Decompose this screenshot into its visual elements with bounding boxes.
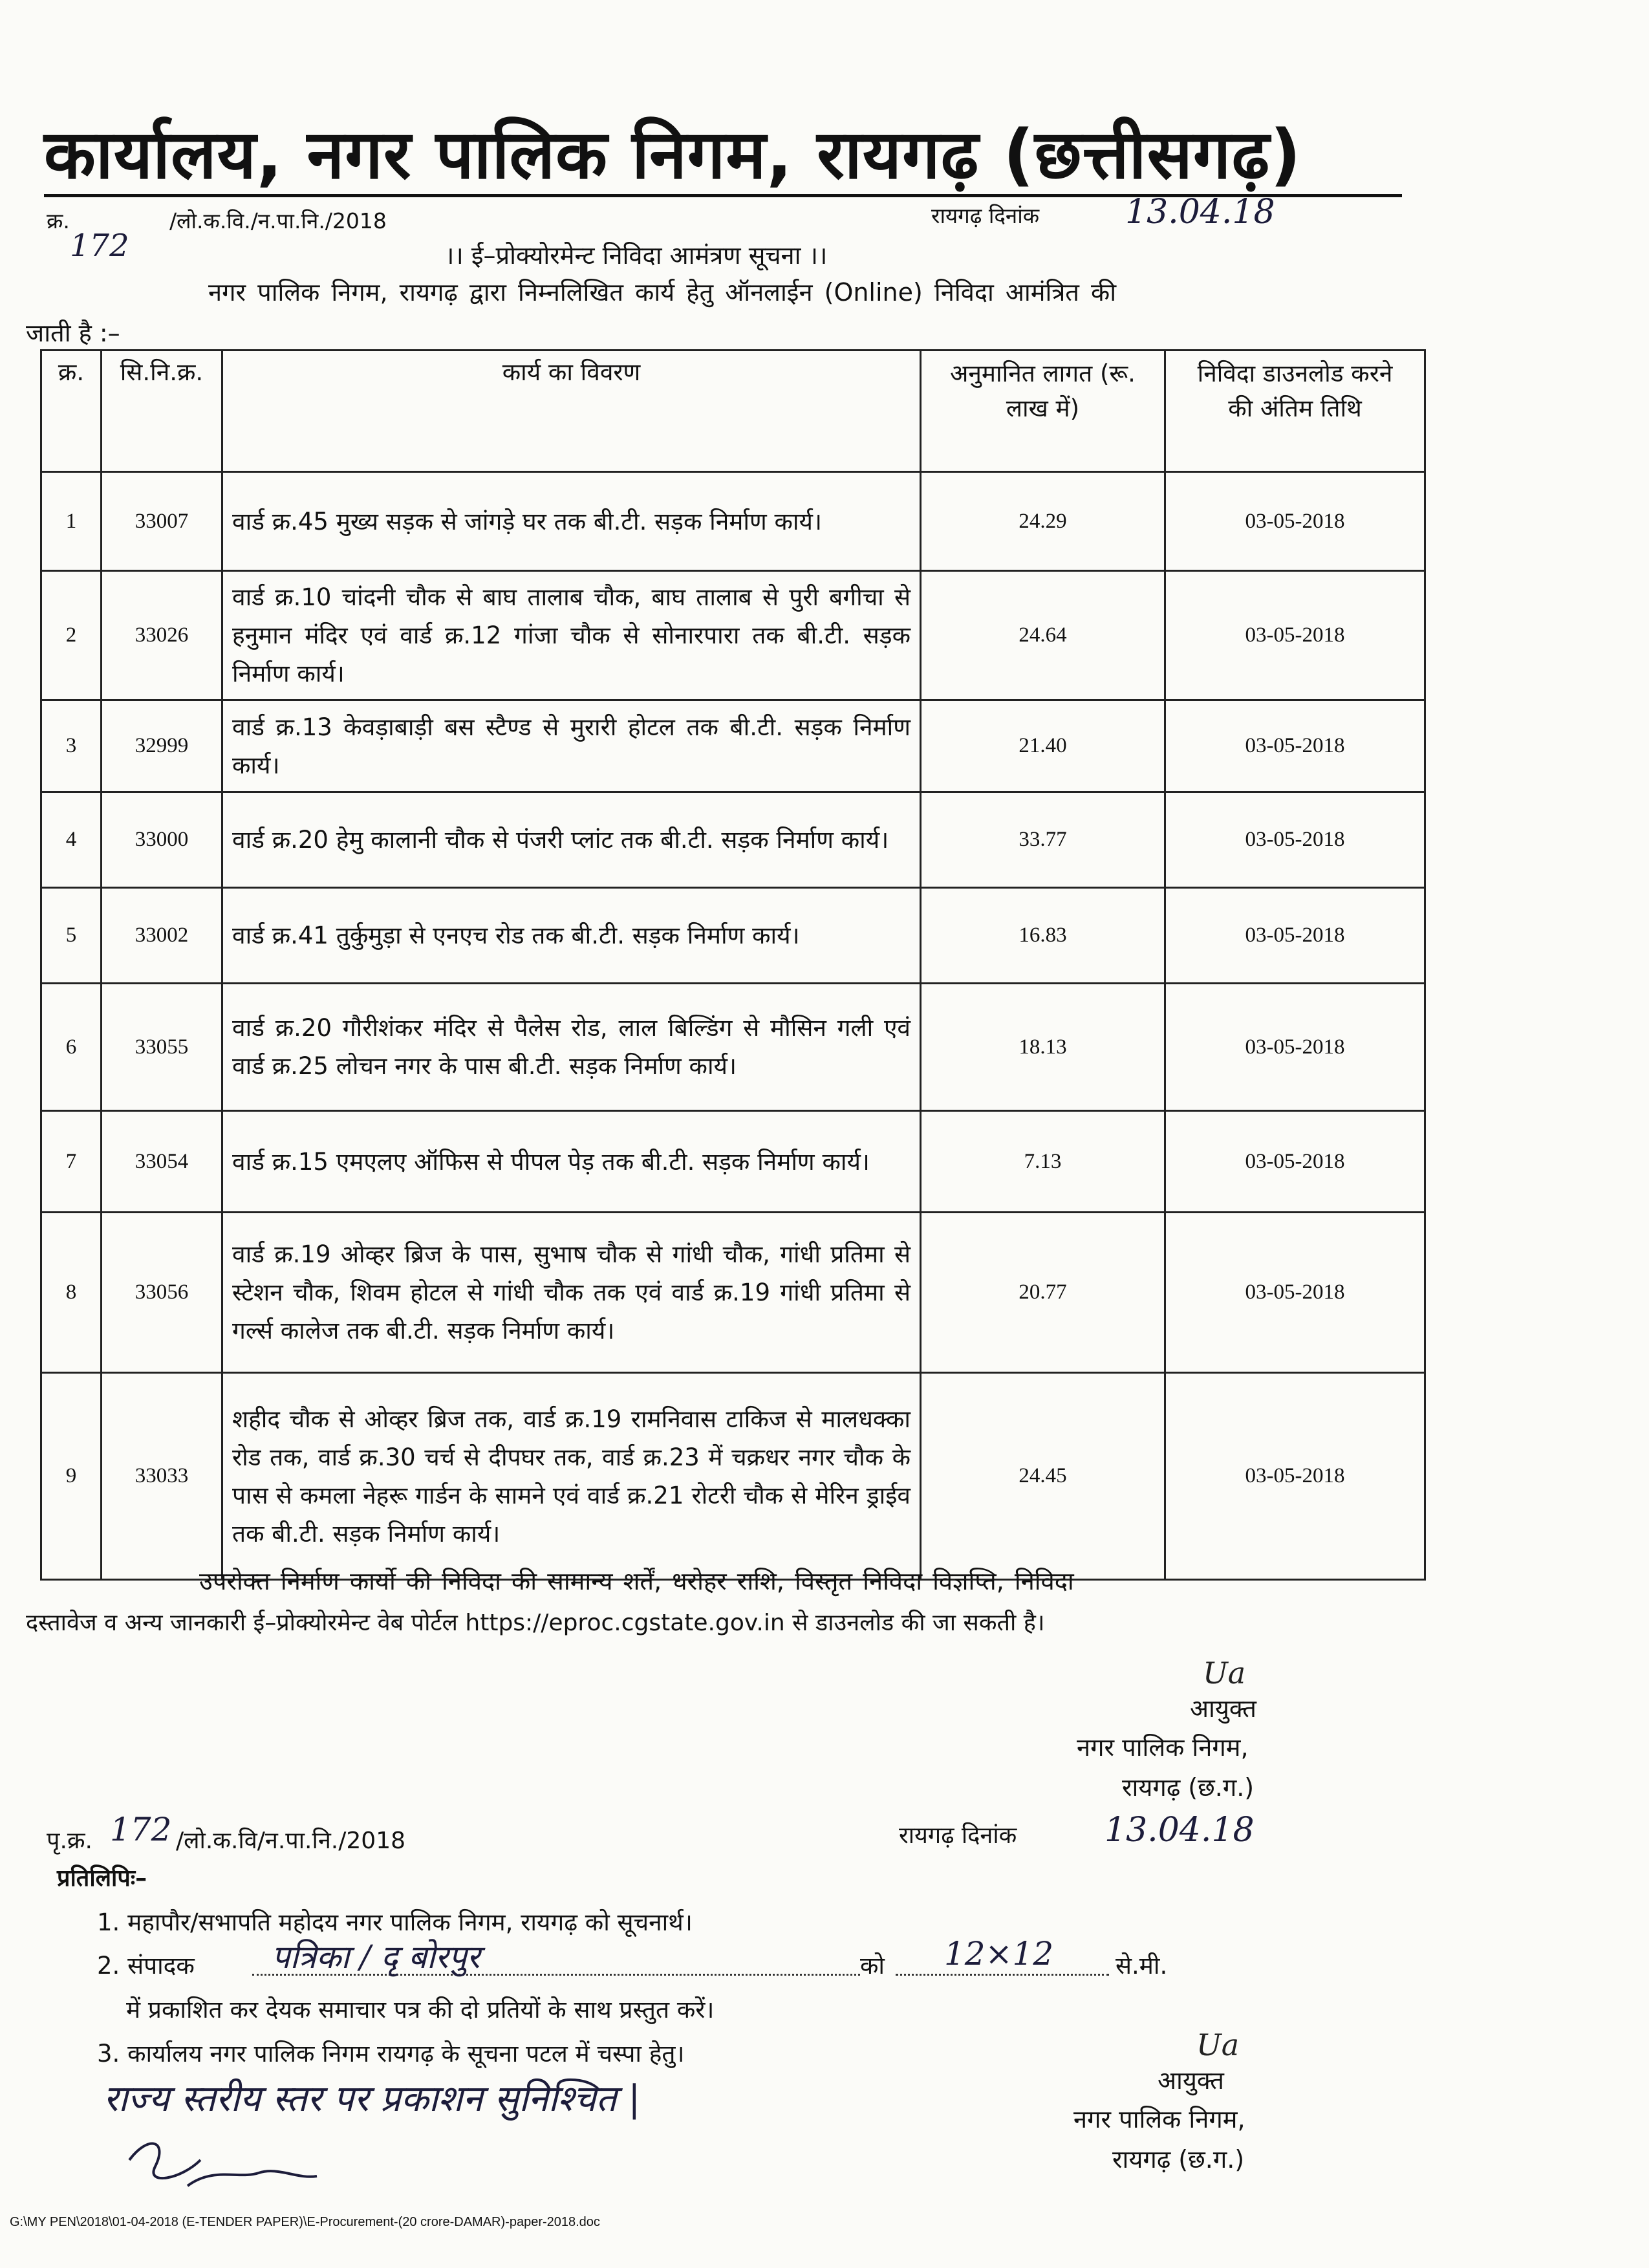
row-cost: 33.77 <box>921 792 1165 888</box>
row-sn: 3 <box>41 700 102 792</box>
signature-mark-2: Ua <box>1196 2027 1240 2062</box>
handwritten-initials <box>110 2121 330 2212</box>
signature-mark: Ua <box>1203 1656 1246 1690</box>
row-desc: शहीद चौक से ओव्हर ब्रिज तक, वार्ड क्र.19 रामनिवास टाकिज से मालधक्का रोड तक, वार्ड क्र.30 चर्च से दीपघर तक, वार्ड क्र.23 में चक्रधर नगर चौक के पास से कमला नेहरू गार्डन के सामने एवं वार्ड क्र.21 रोटरी चौक से मेरिन ड्राईव तक बी.टी. सड़क निर्माण कार्य। <box>222 1373 921 1580</box>
size-fill-line <box>896 1974 1109 1976</box>
handwritten-newspaper: पत्रिका / दृ बोरपुर <box>272 1938 480 1976</box>
ref-suffix: /लो.क.वि./न.पा.नि./2018 <box>169 208 387 233</box>
row-code: 33002 <box>102 888 222 984</box>
row-code: 33000 <box>102 792 222 888</box>
handwritten-instruction: राज्य स्तरीय स्तर पर प्रकाशन सुनिश्चित | <box>103 2078 641 2120</box>
header-date: निविदा डाउनलोड करने की अंतिम तिथि <box>1165 351 1425 472</box>
row-date: 03-05-2018 <box>1165 888 1425 984</box>
copy-item-2-to: को <box>860 1952 885 1980</box>
row-date: 03-05-2018 <box>1165 700 1425 792</box>
date-label: रायगढ़ दिनांक <box>931 203 1040 228</box>
row-code: 33033 <box>102 1373 222 1580</box>
endorsement-ref-suffix: /लो.क.वि/न.पा.नि./2018 <box>176 1828 405 1854</box>
row-cost: 18.13 <box>921 984 1165 1111</box>
row-desc: वार्ड क्र.13 केवड़ाबाड़ी बस स्टैण्ड से मुरारी होटल तक बी.टी. सड़क निर्माण कार्य। <box>222 700 921 792</box>
row-desc: वार्ड क्र.45 मुख्य सड़क से जांगड़े घर तक बी.टी. सड़क निर्माण कार्य। <box>222 472 921 571</box>
row-sn: 5 <box>41 888 102 984</box>
row-code: 33055 <box>102 984 222 1111</box>
copy-item-2-label: 2. संपादक <box>97 1952 195 1980</box>
row-cost: 20.77 <box>921 1213 1165 1373</box>
row-cost: 21.40 <box>921 700 1165 792</box>
signatory-org-2: नगर पालिक निगम, <box>1073 2105 1245 2133</box>
row-sn: 4 <box>41 792 102 888</box>
copy-item-2-unit: से.मी. <box>1116 1952 1168 1980</box>
row-date: 03-05-2018 <box>1165 571 1425 700</box>
row-date: 03-05-2018 <box>1165 984 1425 1111</box>
row-desc: वार्ड क्र.19 ओव्हर ब्रिज के पास, सुभाष चौक से गांधी चौक, गांधी प्रतिमा से स्टेशन चौक, शिवम होटल से गांधी चौक तक एवं वार्ड क्र.19 गांधी प्रतिमा से गर्ल्स कालेज तक बी.टी. सड़क निर्माण कार्य। <box>222 1213 921 1373</box>
endorsement-handwritten-date: 13.04.18 <box>1105 1811 1255 1850</box>
row-code: 33054 <box>102 1111 222 1213</box>
endorsement-ref-prefix: पृ.क्र. <box>47 1828 92 1854</box>
table-row <box>41 571 1425 700</box>
row-date: 03-05-2018 <box>1165 1213 1425 1373</box>
signatory-place: रायगढ़ (छ.ग.) <box>1122 1773 1255 1802</box>
table-row <box>41 1111 1425 1213</box>
row-sn: 9 <box>41 1373 102 1580</box>
row-cost: 24.29 <box>921 472 1165 571</box>
row-desc: वार्ड क्र.20 गौरीशंकर मंदिर से पैलेस रोड, लाल बिल्डिंग से मौसिन गली एवं वार्ड क्र.25 लोचन नगर के पास बी.टी. सड़क निर्माण कार्य। <box>222 984 921 1111</box>
ref-prefix: क्र. <box>47 208 70 233</box>
row-sn: 8 <box>41 1213 102 1373</box>
row-desc: वार्ड क्र.10 चांदनी चौक से बाघ तालाब चौक, बाघ तालाब से पुरी बगीचा से हनुमान मंदिर एवं वार्ड क्र.12 गांजा चौक से सोनारपारा तक बी.टी. सड़क निर्माण कार्य। <box>222 571 921 700</box>
row-sn: 6 <box>41 984 102 1111</box>
table-row <box>41 1373 1425 1580</box>
handwritten-ref-number: 172 <box>70 228 129 264</box>
tender-table <box>40 349 1426 1581</box>
row-code: 33007 <box>102 472 222 571</box>
file-path: G:\MY PEN\2018\01-04-2018 (E-TENDER PAPER)\E-Procurement-(20 crore-DAMAR)-paper-2018.doc <box>10 2215 600 2229</box>
row-date: 03-05-2018 <box>1165 1373 1425 1580</box>
copy-item-1: 1. महापौर/सभापति महोदय नगर पालिक निगम, रायगढ़ को सूचनार्थ। <box>97 1908 693 1936</box>
row-cost: 7.13 <box>921 1111 1165 1213</box>
table-row <box>41 700 1425 792</box>
row-date: 03-05-2018 <box>1165 472 1425 571</box>
table-row <box>41 472 1425 571</box>
notice-heading: ।। ई–प्रोक्योरमेन्ट निविदा आमंत्रण सूचना ।। <box>445 241 828 270</box>
header-cost: अनुमानित लागत (रू. लाख में) <box>921 351 1165 472</box>
notice-intro-cont: जाती है :– <box>26 319 120 347</box>
row-sn: 1 <box>41 472 102 571</box>
header-desc: कार्य का विवरण <box>222 351 921 472</box>
table-row <box>41 1213 1425 1373</box>
endorsement-date-label: रायगढ़ दिनांक <box>899 1822 1017 1849</box>
row-code: 32999 <box>102 700 222 792</box>
header-sn: क्र. <box>41 351 102 472</box>
row-cost: 24.64 <box>921 571 1165 700</box>
copy-heading: प्रतिलिपिः– <box>57 1865 147 1892</box>
signatory-org: नगर पालिक निगम, <box>1077 1733 1249 1762</box>
header-code: सि.नि.क्र. <box>102 351 222 472</box>
endorsement-ref-number: 172 <box>110 1811 172 1848</box>
row-code: 33026 <box>102 571 222 700</box>
row-cost: 16.83 <box>921 888 1165 984</box>
footer-note-line1: उपरोक्त निर्माण कार्यो की निविदा की सामान्य शर्तें, धरोहर राशि, विस्तृत निविदा विज्ञप्ति, निविदा <box>199 1567 1074 1595</box>
notice-intro: नगर पालिक निगम, रायगढ़ द्वारा निम्नलिखित कार्य हेतु ऑनलाईन (Online) निविदा आमंत्रित की <box>208 278 1117 307</box>
handwritten-size: 12×12 <box>944 1935 1054 1972</box>
row-sn: 2 <box>41 571 102 700</box>
office-title: कार्यालय, नगर पालिक निगम, रायगढ़ (छत्तीसगढ़) <box>44 115 1302 194</box>
copy-item-2-cont: में प्रकाशित कर देयक समाचार पत्र की दो प्रतियों के साथ प्रस्तुत करें। <box>126 1996 715 2024</box>
row-date: 03-05-2018 <box>1165 792 1425 888</box>
row-cost: 24.45 <box>921 1373 1165 1580</box>
row-desc: वार्ड क्र.41 तुर्कुमुड़ा से एनएच रोड तक बी.टी. सड़क निर्माण कार्य। <box>222 888 921 984</box>
copy-item-3: 3. कार्यालय नगर पालिक निगम रायगढ़ के सूचना पटल में चस्पा हेतु। <box>97 2040 685 2068</box>
row-sn: 7 <box>41 1111 102 1213</box>
footer-note-line2: दस्तावेज व अन्य जानकारी ई–प्रोक्योरमेन्ट वेब पोर्टल https://eproc.cgstate.gov.in से डाउनलोड की जा सकती है। <box>26 1610 1045 1636</box>
row-desc: वार्ड क्र.20 हेमु कालानी चौक से पंजरी प्लांट तक बी.टी. सड़क निर्माण कार्य। <box>222 792 921 888</box>
row-code: 33056 <box>102 1213 222 1373</box>
handwritten-date: 13.04.18 <box>1125 193 1275 232</box>
signatory-place-2: रायगढ़ (छ.ग.) <box>1112 2145 1245 2174</box>
table-row <box>41 792 1425 888</box>
signatory-title: आयुक्त <box>1190 1694 1256 1723</box>
signatory-title-2: आयुक्त <box>1158 2066 1224 2095</box>
row-date: 03-05-2018 <box>1165 1111 1425 1213</box>
table-row <box>41 888 1425 984</box>
row-desc: वार्ड क्र.15 एमएलए ऑफिस से पीपल पेड़ तक बी.टी. सड़क निर्माण कार्य। <box>222 1111 921 1213</box>
table-row <box>41 984 1425 1111</box>
